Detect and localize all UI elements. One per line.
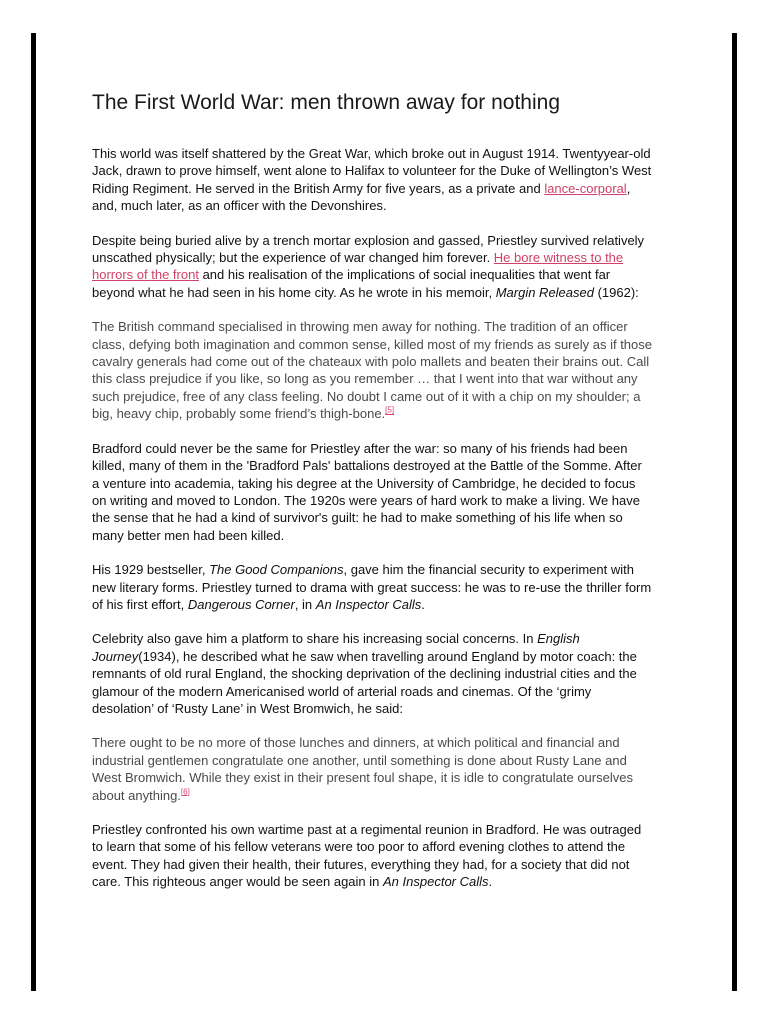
book-title: Margin Released	[495, 284, 594, 300]
paragraph-text: Despite being buried alive by a trench mortar explosion and gassed, Priestley survived relatively unscathed physically; but the experience of war changed him forever.	[92, 232, 645, 266]
quote-text: The British command specialised in throwing men away for nothing. The tradition of an officer class, defying both imagination and common sense, killed most of my friends as surely as if those cavalry generals had come out of the chateaux with polo mallets and beaten their brains out. Call this class prejudice if you like, so long as you remember … that I went into that war without any such prejudice, free of any class feeling. No doubt I came out of it with a chip on my shoulder; a big, heavy chip, probably some friend’s thigh-bone.	[92, 319, 652, 422]
paragraph-text: Bradford could never be the same for Priestley after the war: so many of his friends had been killed, many of them in the 'Bradford Pals' battalions destroyed at the Battle of the Somme. After a venture into academia, taking his degree at the University of Cambridge, he decided to focus on writing and moved to London. The 1920s were years of hard work to make a living. We have the sense that he had a kind of survivor's guilt: he had to make something of his life when so many better men had been killed.	[92, 440, 642, 543]
paragraph-text: His 1929 bestseller,	[92, 562, 210, 578]
paragraph-bestseller	[92, 561, 652, 613]
quote-rusty-lane	[92, 734, 652, 804]
paragraph-bradford	[92, 440, 652, 544]
book-title: Dangerous Corner	[187, 596, 295, 612]
paragraph-text: (1934), he described what he saw when travelling around England by motor coach: the remnants of old rural England, the shocking deprivation of the declining industrial cities and the glamour of the modern Americanised world of arterial roads and cinemas. Of the ‘grimy desolation’ of ‘Rusty Lane’ in West Bromwich, he said:	[92, 648, 637, 716]
book-title: The Good Companions	[209, 562, 344, 578]
lance-corporal-link[interactable]: lance-corporal	[544, 180, 627, 196]
quote-margin-released	[92, 318, 652, 422]
quote-text: There ought to be no more of those lunches and dinners, at which political and financial and industrial gentlemen congratulate one another, until something is done about Rusty Lane and West Bromwich. While they exist in their present foul shape, it is idle to congratulate ourselves about anything.	[92, 735, 633, 803]
right-margin-bar	[732, 33, 737, 991]
paragraph-english-journey	[92, 630, 652, 717]
paragraph-text: (1962):	[593, 284, 639, 300]
paragraph-text: , in	[294, 596, 316, 612]
paragraph-war-experience	[92, 232, 652, 302]
paragraph-text: .	[421, 596, 425, 612]
footnote-ref-5[interactable]: [5]	[385, 405, 395, 415]
document-page	[92, 88, 652, 908]
paragraph-text: This world was itself shattered by the Great War, which broke out in August 1914. Twentyyear-old Jack, drawn to prove himself, went alone to Halifax to volunteer for the Duke of Wellington’s West Riding Regiment. He served in the British Army for five years, as a private and	[92, 146, 652, 196]
paragraph-reunion	[92, 821, 652, 891]
book-title: An Inspector Calls	[383, 874, 489, 890]
paragraph-text: , gave him the financial security to experiment with new literary forms. Priestley turned to drama with great success: he was to re-use the thriller form of his first effort,	[92, 562, 652, 612]
paragraph-text: and his realisation of the implications of social inequalities that went far beyond what he had seen in his home city. As he wrote in his memoir,	[92, 267, 611, 300]
paragraph-text: , and, much later, as an officer with the Devonshires.	[92, 180, 631, 214]
paragraph-text: Celebrity also gave him a platform to share his increasing social concerns. In	[92, 631, 538, 647]
paragraph-text: .	[488, 874, 493, 890]
page-title: The First World War: men thrown away for nothing	[92, 91, 560, 114]
paragraph-enlistment	[92, 145, 652, 215]
book-title: An Inspector Calls	[315, 596, 422, 612]
paragraph-text: Priestley confronted his own wartime past at a regimental reunion in Bradford. He was outraged to learn that some of his fellow veterans were too poor to afford evening clothes to attend the event. They had given their health, their futures, everything they had, for a society that did not care. This righteous anger would be seen again in	[92, 822, 642, 890]
footnote-ref-6[interactable]: [6]	[180, 787, 190, 797]
horrors-of-the-front-link[interactable]: He bore witness to the horrors of the front	[92, 250, 624, 283]
book-title: English Journey	[92, 631, 580, 664]
left-margin-bar	[31, 33, 36, 991]
